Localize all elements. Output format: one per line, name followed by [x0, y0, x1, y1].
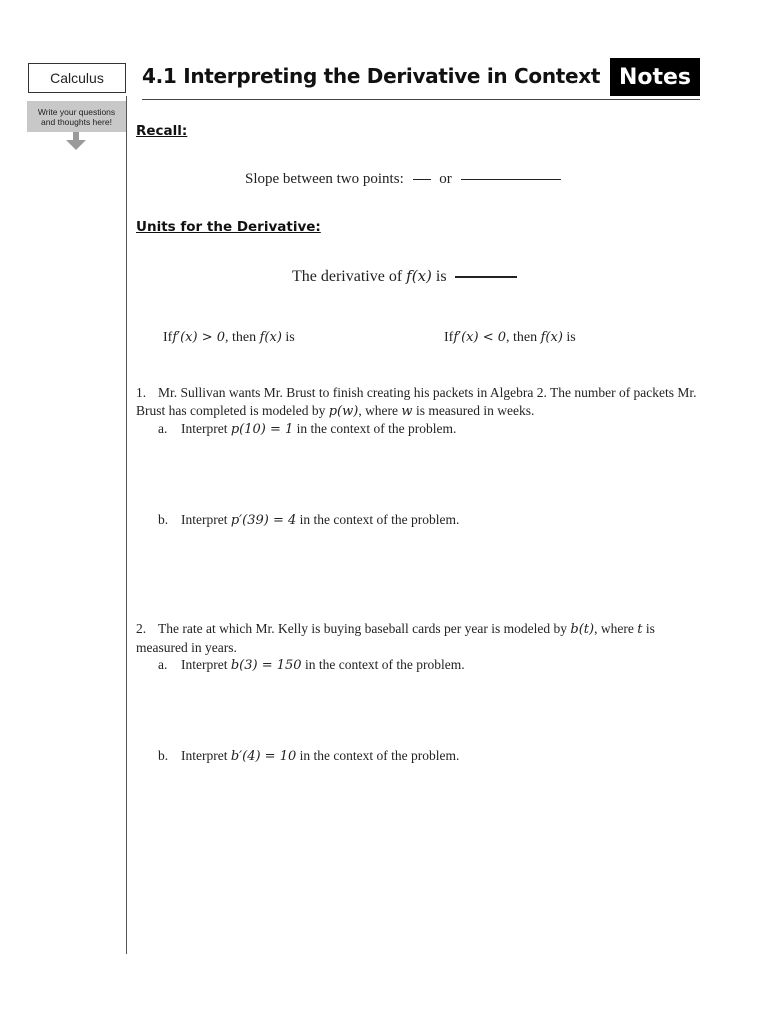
question-function: b(t): [570, 622, 595, 637]
page-title: 4.1 Interpreting the Derivative in Context: [142, 64, 601, 88]
question-function: p(w): [328, 404, 359, 419]
neg-then: , then: [506, 330, 538, 345]
part-expr: b(3) = 150: [230, 658, 302, 673]
question-text: The rate at which Mr. Kelly is buying baseball cards per year is modeled by: [158, 621, 568, 636]
question-2: [136, 620, 698, 657]
part-post: in the context of the problem.: [299, 748, 460, 763]
derivative-line: [292, 267, 517, 286]
slope-fraction-blank: [413, 179, 431, 180]
pos-fx: f(x): [259, 330, 282, 345]
pos-if: If: [163, 330, 173, 345]
part-post: in the context of the problem.: [296, 421, 457, 436]
neg-is: is: [566, 330, 576, 345]
neg-if: If: [444, 330, 454, 345]
question-variable: t: [637, 622, 643, 637]
question-text: Mr. Sullivan wants Mr. Brust to finish creating his packets in Algebra 2. The number of packets Mr. Brust has completed is modeled by: [136, 385, 697, 418]
slope-label: Slope between two points:: [245, 171, 404, 187]
part-pre: Interpret: [181, 512, 228, 527]
question-1b: [158, 511, 459, 530]
part-expr: p′(39) = 4: [230, 513, 297, 528]
neg-fx: f(x): [540, 330, 563, 345]
question-2b: [158, 747, 459, 766]
pos-then: , then: [225, 330, 257, 345]
slope-or: or: [439, 171, 452, 187]
notes-badge: Notes: [610, 58, 700, 96]
pos-expr: f′(x) > 0: [172, 330, 225, 345]
slope-line: [245, 171, 561, 188]
part-post: in the context of the problem.: [299, 512, 460, 527]
part-label: a.: [158, 421, 168, 436]
derivative-prefix: The derivative of: [292, 268, 403, 285]
question-text-b: , where: [358, 403, 399, 418]
question-2a: [158, 656, 465, 675]
pos-is: is: [285, 330, 295, 345]
neg-expr: f′(x) < 0: [453, 330, 506, 345]
question-1: [136, 384, 698, 421]
derivative-blank: [455, 276, 517, 278]
derivative-fx: f(x): [406, 267, 432, 285]
negative-derivative-line: [444, 330, 576, 346]
part-expr: p(10) = 1: [230, 422, 294, 437]
units-heading: Units for the Derivative:: [136, 219, 321, 235]
part-pre: Interpret: [181, 748, 228, 763]
question-variable: w: [401, 404, 413, 419]
part-pre: Interpret: [181, 657, 228, 672]
question-text-b: , where: [594, 621, 634, 636]
recall-heading: Recall:: [136, 123, 188, 139]
part-post: in the context of the problem.: [304, 657, 465, 672]
positive-derivative-line: [163, 330, 295, 346]
part-label: b.: [158, 512, 169, 527]
question-number: 2.: [136, 621, 147, 636]
margin-divider: [126, 96, 127, 954]
question-number: 1.: [136, 385, 147, 400]
arrow-down-icon: [66, 132, 86, 150]
question-text-c: is measured in weeks.: [415, 403, 535, 418]
part-label: a.: [158, 657, 168, 672]
part-pre: Interpret: [181, 421, 228, 436]
header-divider: [142, 99, 700, 100]
subject-label: Calculus: [28, 63, 126, 93]
slope-answer-blank: [461, 179, 561, 180]
margin-hint: Write your questions and thoughts here!: [27, 101, 126, 132]
question-1a: [158, 420, 456, 439]
part-expr: b′(4) = 10: [230, 749, 297, 764]
derivative-suffix: is: [435, 268, 447, 285]
part-label: b.: [158, 748, 169, 763]
question-text-c: is measured in years.: [136, 621, 655, 655]
